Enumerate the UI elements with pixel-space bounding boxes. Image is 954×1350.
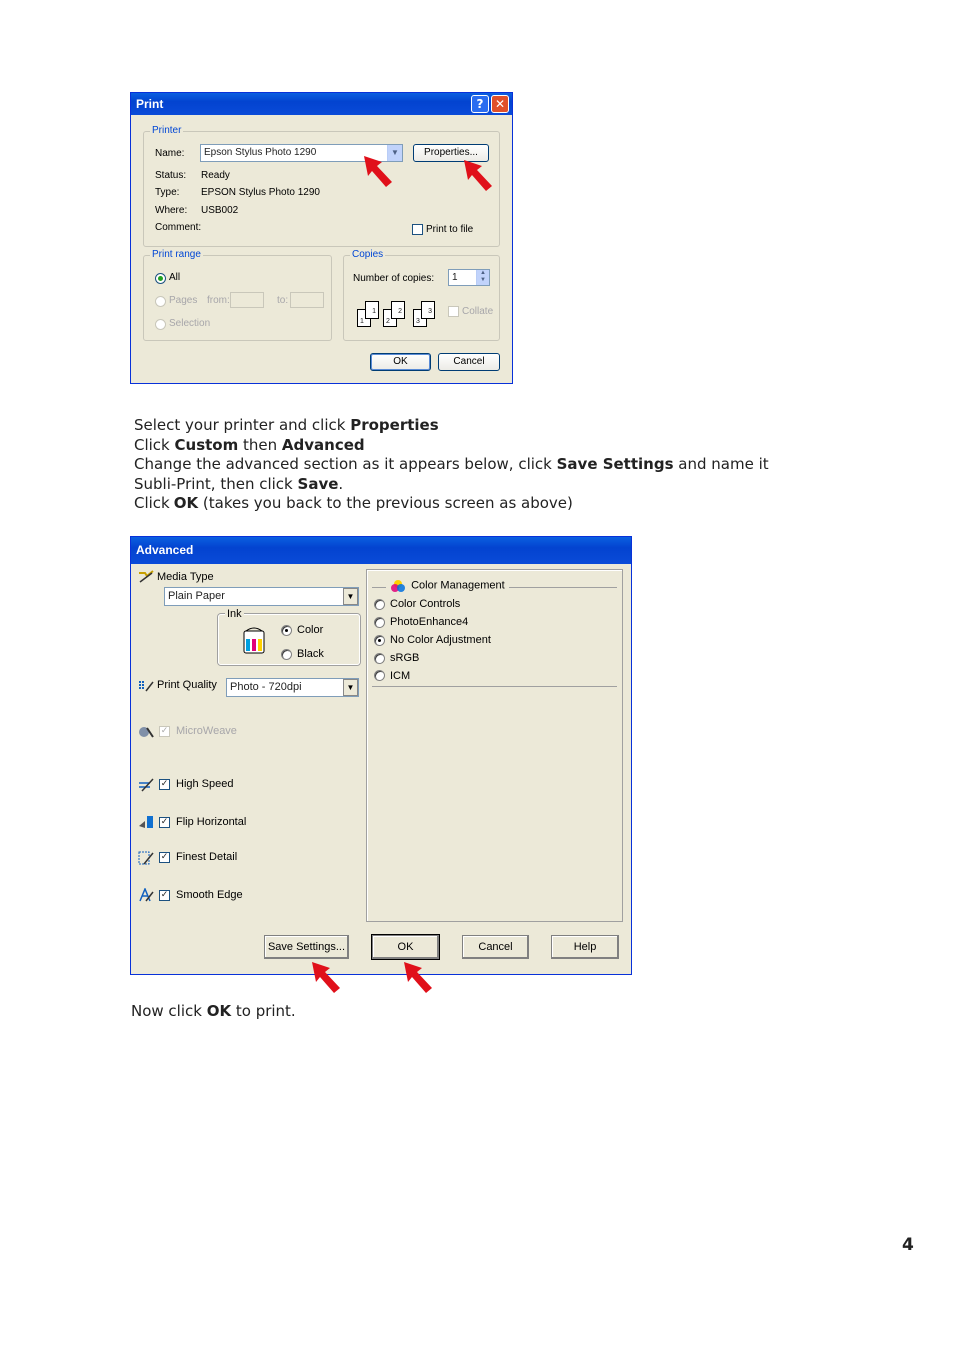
from-input[interactable]	[230, 292, 264, 308]
all-label: All	[169, 272, 181, 283]
srgb-radio[interactable]	[374, 653, 385, 664]
microweave-checkbox[interactable]: ✓	[160, 726, 169, 736]
copies-value: 1	[452, 272, 458, 283]
spinner-arrows-icon[interactable]: ▲ ▼	[476, 270, 489, 285]
no-color-adjustment-label: No Color Adjustment	[390, 634, 491, 646]
media-type-dropdown[interactable]	[164, 587, 359, 606]
microweave-label: MicroWeave	[176, 725, 237, 737]
copies-group	[343, 249, 500, 341]
comment-label: Comment:	[155, 222, 202, 233]
final-instruction: Now click OK to print.	[131, 1002, 296, 1020]
copies-label: Number of copies:	[353, 273, 435, 284]
printer-name-value: Epson Stylus Photo 1290	[204, 147, 317, 158]
finest-detail-icon	[138, 851, 154, 865]
pointer-arrow-icon	[400, 958, 440, 998]
smooth-edge-label: Smooth Edge	[176, 889, 243, 901]
instruction-line-1: Select your printer and click Properties	[134, 416, 439, 434]
media-type-label: Media Type	[157, 571, 214, 583]
print-dialog-title: Print	[136, 97, 164, 111]
pages-label: Pages	[169, 295, 198, 306]
ink-black-radio[interactable]	[281, 649, 292, 660]
close-button[interactable]: ✕	[491, 95, 509, 113]
media-type-icon	[138, 570, 154, 584]
all-radio[interactable]	[155, 273, 166, 284]
status-value: Ready	[201, 170, 230, 181]
print-quality-label: Print Quality	[157, 679, 217, 691]
selection-label: Selection	[169, 318, 211, 329]
page-icon: 2	[383, 309, 397, 327]
high-speed-icon	[138, 778, 154, 792]
chevron-down-icon[interactable]: ▼	[343, 679, 358, 696]
print-dialog	[130, 92, 513, 384]
finest-detail-checkbox[interactable]: ✓	[160, 852, 169, 862]
advanced-ok-button[interactable]: OK	[372, 935, 439, 959]
collate-label: Collate	[462, 306, 494, 317]
print-dialog-titlebar	[131, 93, 512, 115]
type-label: Type:	[155, 187, 180, 198]
advanced-dialog-title: Advanced	[136, 543, 194, 557]
to-input[interactable]	[290, 292, 324, 308]
pointer-arrow-icon	[360, 152, 400, 192]
help-button[interactable]: ?	[471, 95, 489, 113]
color-controls-label: Color Controls	[390, 598, 461, 610]
page-icon: 1	[365, 301, 379, 319]
microweave-icon	[138, 725, 154, 739]
color-management-legend: Color Management	[386, 575, 509, 594]
page-number: 4	[902, 1235, 914, 1255]
advanced-dialog-titlebar	[131, 537, 631, 564]
photoenhance-label: PhotoEnhance4	[390, 616, 469, 628]
finest-detail-label: Finest Detail	[176, 851, 238, 863]
printer-group-legend: Printer	[152, 125, 182, 136]
advanced-cancel-button[interactable]: Cancel	[462, 935, 529, 959]
flip-horizontal-label: Flip Horizontal	[176, 816, 247, 828]
name-label: Name:	[155, 148, 185, 159]
advanced-dialog	[130, 536, 632, 975]
ink-cartridge-icon	[242, 625, 266, 655]
srgb-label: sRGB	[390, 652, 420, 664]
print-to-file-checkbox[interactable]	[412, 224, 423, 235]
selection-radio[interactable]	[155, 319, 166, 330]
flip-horizontal-icon	[138, 815, 154, 829]
instruction-line-4: Subli-Print, then click Save.	[134, 475, 344, 493]
high-speed-checkbox[interactable]: ✓	[160, 779, 169, 789]
color-management-icon	[390, 579, 406, 593]
page-icon: 3	[413, 309, 427, 327]
advanced-help-button[interactable]: Help	[551, 935, 619, 959]
ok-button[interactable]: OK	[370, 353, 431, 371]
page-icon: 2	[391, 301, 405, 319]
chevron-down-icon[interactable]: ▼	[387, 145, 402, 161]
smooth-edge-icon	[138, 888, 154, 902]
icm-label: ICM	[390, 670, 411, 682]
save-settings-button[interactable]: Save Settings...	[264, 935, 349, 959]
icm-radio[interactable]	[374, 670, 385, 681]
flip-horizontal-checkbox[interactable]: ✓	[160, 817, 169, 827]
instruction-line-5: Click OK (takes you back to the previous screen as above)	[134, 494, 573, 512]
print-quality-icon	[138, 679, 154, 693]
page-icon: 1	[357, 309, 371, 327]
high-speed-label: High Speed	[176, 778, 234, 790]
copies-legend: Copies	[352, 249, 384, 260]
page-icon: 3	[421, 301, 435, 319]
print-to-file-label: Print to file	[426, 224, 474, 235]
no-color-adjustment-radio[interactable]	[374, 635, 385, 646]
ink-color-radio[interactable]	[281, 625, 292, 636]
properties-button[interactable]: Properties...	[413, 144, 489, 162]
collate-checkbox[interactable]	[448, 306, 459, 317]
pointer-arrow-icon	[460, 156, 500, 196]
chevron-down-icon[interactable]: ▼	[343, 588, 358, 605]
to-label: to:	[277, 295, 289, 306]
pointer-arrow-icon	[308, 958, 348, 998]
print-range-legend: Print range	[152, 249, 201, 260]
status-label: Status:	[155, 170, 187, 181]
where-value: USB002	[201, 205, 239, 216]
media-type-value: Plain Paper	[168, 590, 225, 602]
color-controls-radio[interactable]	[374, 599, 385, 610]
instruction-line-3: Change the advanced section as it appears below, click Save Settings and name it	[134, 455, 769, 473]
ink-legend: Ink	[227, 608, 242, 620]
instruction-line-2: Click Custom then Advanced	[134, 436, 365, 454]
photoenhance-radio[interactable]	[374, 617, 385, 628]
where-label: Where:	[155, 205, 188, 216]
smooth-edge-checkbox[interactable]: ✓	[160, 890, 169, 900]
pages-radio[interactable]	[155, 296, 166, 307]
type-value: EPSON Stylus Photo 1290	[201, 187, 320, 198]
ink-black-label: Black	[297, 648, 324, 660]
cancel-button[interactable]: Cancel	[438, 353, 500, 371]
from-label: from:	[207, 295, 230, 306]
print-quality-value: Photo - 720dpi	[230, 681, 302, 693]
print-quality-dropdown[interactable]	[226, 678, 359, 697]
copies-spinner[interactable]	[448, 269, 490, 286]
ink-color-label: Color	[297, 624, 324, 636]
